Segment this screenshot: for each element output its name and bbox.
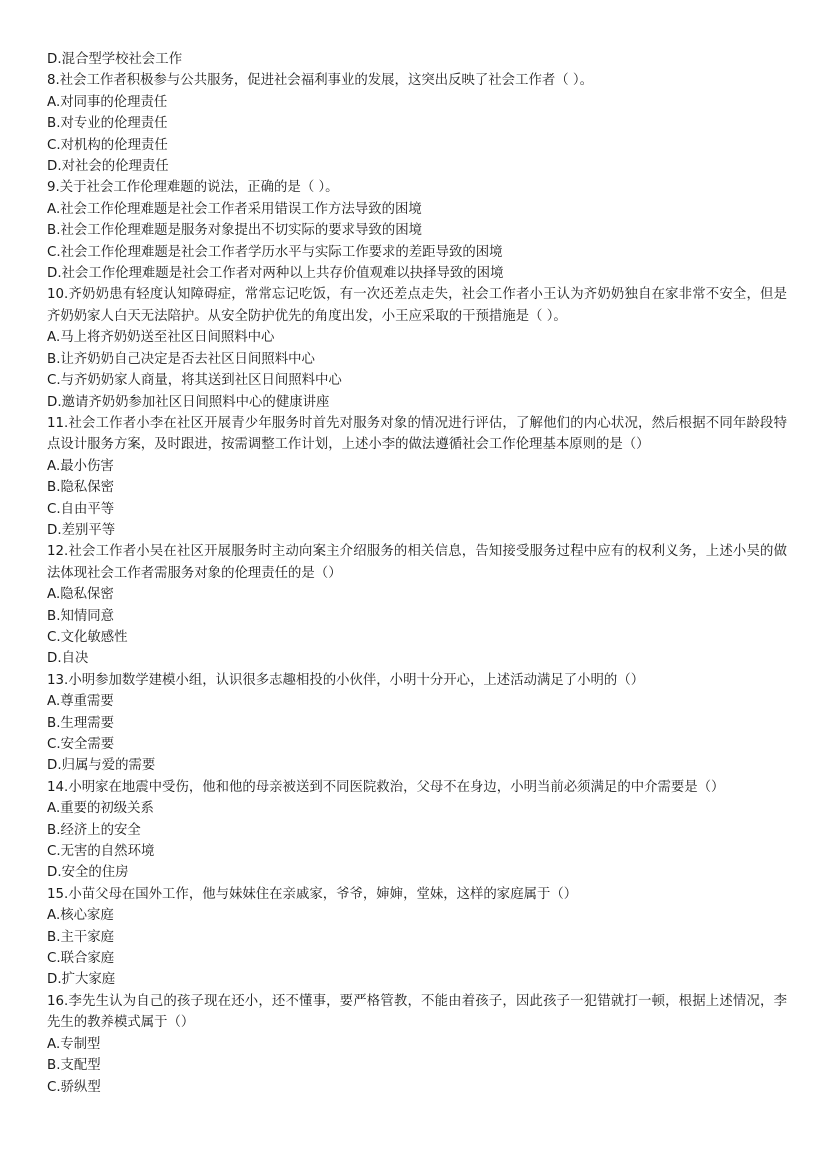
option-line: C.与齐奶奶家人商量，将其送到社区日间照料中心 (47, 373, 342, 389)
option-letter: A (47, 1036, 56, 1052)
option-text: 对专业的伦理责任 (60, 116, 168, 132)
question-text: 小明参加数学建模小组，认识很多志趣相投的小伙伴，小明十分开心，上述活动满足了小明的（） (68, 672, 645, 688)
question-number: 9 (47, 180, 56, 196)
option-line: C.安全需要 (47, 737, 115, 752)
option-letter: B (47, 608, 57, 624)
question-block (47, 541, 787, 669)
question-stem: 12.社会工作者小吴在社区开展服务时主动向案主介绍服务的相关信息，告知接受服务过程中应有的权利义务，上述小吴的做法体现社会工作者需服务对象的伦理责任的是（） (47, 544, 787, 581)
option-letter: C (47, 137, 57, 153)
option-letter: D (47, 972, 58, 988)
option-letter: B (47, 929, 57, 945)
option-letter: B (47, 1058, 57, 1074)
question-stem: 9.关于社会工作伦理难题的说法，正确的是（ ）。 (47, 180, 339, 196)
option-line: A.对同事的伦理责任 (47, 94, 168, 110)
document-page (47, 49, 787, 1098)
option-text: 无害的自然环境 (60, 844, 155, 860)
question-text: 社会工作者小李在社区开展青少年服务时首先对服务对象的情况进行评估，了解他们的内心状况，然后根据不同年龄段特点设计服务方案，及时跟进，按需调整工作计划，上述小李的做法遵循社会工作伦理基本原则的是（） (47, 415, 787, 453)
option-line: B.让齐奶奶自己决定是否去社区日间照料中心 (47, 351, 315, 367)
option-letter: A (47, 694, 56, 710)
option-text: 对机构的伦理责任 (60, 137, 168, 153)
option-line: D.社会工作伦理难题是社会工作者对两种以上共存价值观难以抉择导致的困境 (47, 266, 504, 282)
option-text: 经济上的安全 (60, 822, 141, 838)
option-text: 安全需要 (60, 737, 115, 752)
question-stem: 10.齐奶奶患有轻度认知障碍症，常常忘记吃饭，有一次还差点走失，社会工作者小王认为齐奶奶独自在家非常不安全，但是齐奶奶家人白天无法陪护。从安全防护优先的角度出发，小王应采取的干预措施是（ ）。 (47, 287, 787, 324)
option-text: 对同事的伦理责任 (60, 94, 168, 110)
option-letter: B (47, 116, 57, 132)
question-block (47, 413, 787, 541)
question-text: 社会工作者积极参与公共服务，促进社会福利事业的发展，这突出反映了社会工作者（ ）。 (59, 73, 593, 89)
question-number: 8 (47, 73, 56, 89)
option-letter: C (47, 373, 57, 389)
option-line: B.知情同意 (47, 608, 115, 624)
question-block (47, 991, 787, 1098)
option-letter: C (47, 629, 57, 645)
option-line: A.最小伤害 (47, 458, 114, 474)
option-line: C.联合家庭 (47, 951, 115, 967)
option-text: 尊重需要 (60, 694, 114, 710)
option-line: C.社会工作伦理难题是社会工作者学历水平与实际工作要求的差距导致的困境 (47, 244, 503, 260)
option-text: 社会工作伦理难题是社会工作者采用错误工作方法导致的困境 (60, 201, 422, 217)
question-stem: 8.社会工作者积极参与公共服务，促进社会福利事业的发展，这突出反映了社会工作者（ ）。 (47, 73, 593, 89)
option-line: D.归属与爱的需要 (47, 758, 156, 774)
question-number: 14 (47, 779, 65, 795)
question-text: 关于社会工作伦理难题的说法，正确的是（ ）。 (59, 180, 339, 196)
option-text: 生理需要 (60, 715, 115, 731)
question-stem: 16.李先生认为自己的孩子现在还小，还不懂事，要严格管教，不能由着孩子，因此孩子一犯错就打一顿，根据上述情况，李先生的教养模式属于（） (47, 993, 787, 1031)
option-text: 让齐奶奶自己决定是否去社区日间照料中心 (60, 351, 315, 367)
option-line: B.社会工作伦理难题是服务对象提出不切实际的要求导致的困境 (47, 223, 422, 239)
option-letter: D (47, 651, 58, 667)
option-line: C.自由平等 (47, 501, 115, 517)
option-letter: A (47, 587, 56, 603)
option-letter: D (47, 522, 58, 538)
question-block (47, 670, 787, 777)
option-line: D.邀请齐奶奶参加社区日间照料中心的健康讲座 (47, 394, 330, 410)
option-line: A.专制型 (47, 1036, 101, 1052)
option-line: B.支配型 (47, 1058, 101, 1074)
option-letter: C (47, 501, 57, 517)
option-text: 混合型学校社会工作 (61, 52, 183, 67)
option-letter: C (47, 1079, 57, 1095)
option-line: B.生理需要 (47, 715, 115, 731)
question-stem: 15.小苗父母在国外工作，他与妹妹住在亲戚家，爷爷，婶婶，堂妹，这样的家庭属于（） (47, 886, 578, 902)
question-text: 齐奶奶患有轻度认知障碍症，常常忘记吃饭，有一次还差点走失，社会工作者小王认为齐奶奶独自在家非常不安全，但是齐奶奶家人白天无法陪护。从安全防护优先的角度出发，小王应采取的干预措施是（ ）。 (47, 287, 787, 324)
question-number: 12 (47, 544, 65, 560)
option-line: A.隐私保密 (47, 587, 114, 603)
question-number: 15 (47, 886, 65, 902)
option-text: 安全的住房 (61, 865, 129, 881)
option-letter: A (47, 94, 56, 110)
option-text: 邀请齐奶奶参加社区日间照料中心的健康讲座 (61, 394, 330, 410)
option-letter: C (47, 844, 57, 860)
option-text: 马上将齐奶奶送至社区日间照料中心 (60, 330, 275, 346)
option-line: C.文化敏感性 (47, 629, 128, 645)
option-line: B.经济上的安全 (47, 822, 141, 838)
option-letter: C (47, 951, 57, 967)
option-letter: A (47, 330, 56, 346)
option-text: 主干家庭 (60, 929, 115, 945)
option-line: C.无害的自然环境 (47, 844, 155, 860)
question-text: 小苗父母在国外工作，他与妹妹住在亲戚家，爷爷，婶婶，堂妹，这样的家庭属于（） (68, 886, 578, 902)
option-text: 社会工作伦理难题是服务对象提出不切实际的要求导致的困境 (60, 223, 422, 239)
option-letter: B (47, 480, 57, 496)
question-block (47, 777, 787, 884)
option-text: 对社会的伦理责任 (61, 159, 169, 175)
option-line: D.混合型学校社会工作 (47, 52, 183, 67)
option-letter: B (47, 822, 57, 838)
question-number: 13 (47, 672, 65, 688)
option-letter: C (47, 244, 57, 260)
option-text: 知情同意 (60, 608, 115, 624)
option-line: C.对机构的伦理责任 (47, 137, 168, 153)
question-stem: 11.社会工作者小李在社区开展青少年服务时首先对服务对象的情况进行评估，了解他们的内心状况，然后根据不同年龄段特点设计服务方案，及时跟进，按需调整工作计划，上述小李的做法遵循社会工作伦理基本原则的是（） (47, 415, 787, 453)
option-text: 社会工作伦理难题是社会工作者学历水平与实际工作要求的差距导致的困境 (60, 244, 503, 260)
question-number: 11 (47, 415, 65, 431)
option-text: 差别平等 (61, 522, 116, 538)
option-letter: D (47, 394, 58, 410)
question-block (47, 284, 787, 412)
option-line: A.马上将齐奶奶送至社区日间照料中心 (47, 330, 275, 346)
option-letter: D (47, 865, 58, 881)
option-text: 自决 (61, 651, 89, 667)
option-line: B.对专业的伦理责任 (47, 116, 168, 132)
option-line: C.骄纵型 (47, 1079, 101, 1095)
option-text: 与齐奶奶家人商量，将其送到社区日间照料中心 (60, 373, 342, 389)
question-block (47, 884, 787, 991)
option-letter: C (47, 737, 57, 752)
option-text: 社会工作伦理难题是社会工作者对两种以上共存价值观难以抉择导致的困境 (61, 266, 504, 282)
option-letter: B (47, 715, 57, 731)
option-letter: B (47, 351, 57, 367)
option-line: D.对社会的伦理责任 (47, 159, 169, 175)
option-text: 隐私保密 (60, 587, 114, 603)
option-line: A.核心家庭 (47, 908, 114, 924)
question-text: 李先生认为自己的孩子现在还小，还不懂事，要严格管教，不能由着孩子，因此孩子一犯错就打一顿，根据上述情况，李先生的教养模式属于（） (47, 993, 787, 1031)
option-text: 骄纵型 (60, 1079, 101, 1095)
option-text: 核心家庭 (60, 908, 114, 924)
option-letter: A (47, 801, 56, 817)
option-letter: D (47, 758, 58, 774)
option-letter: D (47, 52, 58, 67)
option-line: A.尊重需要 (47, 694, 114, 710)
question-number: 10 (47, 287, 65, 303)
option-text: 联合家庭 (60, 951, 115, 967)
option-letter: D (47, 159, 58, 175)
question-block (47, 177, 787, 284)
option-text: 支配型 (60, 1058, 101, 1074)
question-text: 小明家在地震中受伤，他和他的母亲被送到不同医院救治，父母不在身边，小明当前必须满足的中介需要是（） (68, 779, 725, 795)
option-text: 归属与爱的需要 (61, 758, 156, 774)
option-letter: B (47, 223, 57, 239)
option-text: 重要的初级关系 (60, 801, 154, 817)
option-text: 专制型 (60, 1036, 101, 1052)
option-text: 自由平等 (60, 501, 115, 517)
option-letter: A (47, 908, 56, 924)
question-stem: 14.小明家在地震中受伤，他和他的母亲被送到不同医院救治，父母不在身边，小明当前必须满足的中介需要是（） (47, 779, 725, 795)
option-text: 隐私保密 (60, 480, 115, 496)
option-letter: A (47, 201, 56, 217)
question-block (47, 70, 787, 177)
option-line: D.扩大家庭 (47, 972, 116, 988)
option-line: D.自决 (47, 651, 89, 667)
option-line: B.主干家庭 (47, 929, 115, 945)
option-text: 最小伤害 (60, 458, 114, 474)
question-text: 社会工作者小吴在社区开展服务时主动向案主介绍服务的相关信息，告知接受服务过程中应有的权利义务，上述小吴的做法体现社会工作者需服务对象的伦理责任的是（） (47, 544, 787, 581)
question-stem: 13.小明参加数学建模小组，认识很多志趣相投的小伙伴，小明十分开心，上述活动满足了小明的（） (47, 672, 645, 688)
option-text: 扩大家庭 (61, 972, 116, 988)
option-line: A.社会工作伦理难题是社会工作者采用错误工作方法导致的困境 (47, 201, 422, 217)
option-letter: A (47, 458, 56, 474)
option-line: B.隐私保密 (47, 480, 115, 496)
question-number: 16 (47, 993, 65, 1009)
option-letter: D (47, 266, 58, 282)
option-text: 文化敏感性 (60, 629, 128, 645)
option-line: D.差别平等 (47, 522, 116, 538)
option-line: A.重要的初级关系 (47, 801, 154, 817)
option-line: D.安全的住房 (47, 865, 129, 881)
